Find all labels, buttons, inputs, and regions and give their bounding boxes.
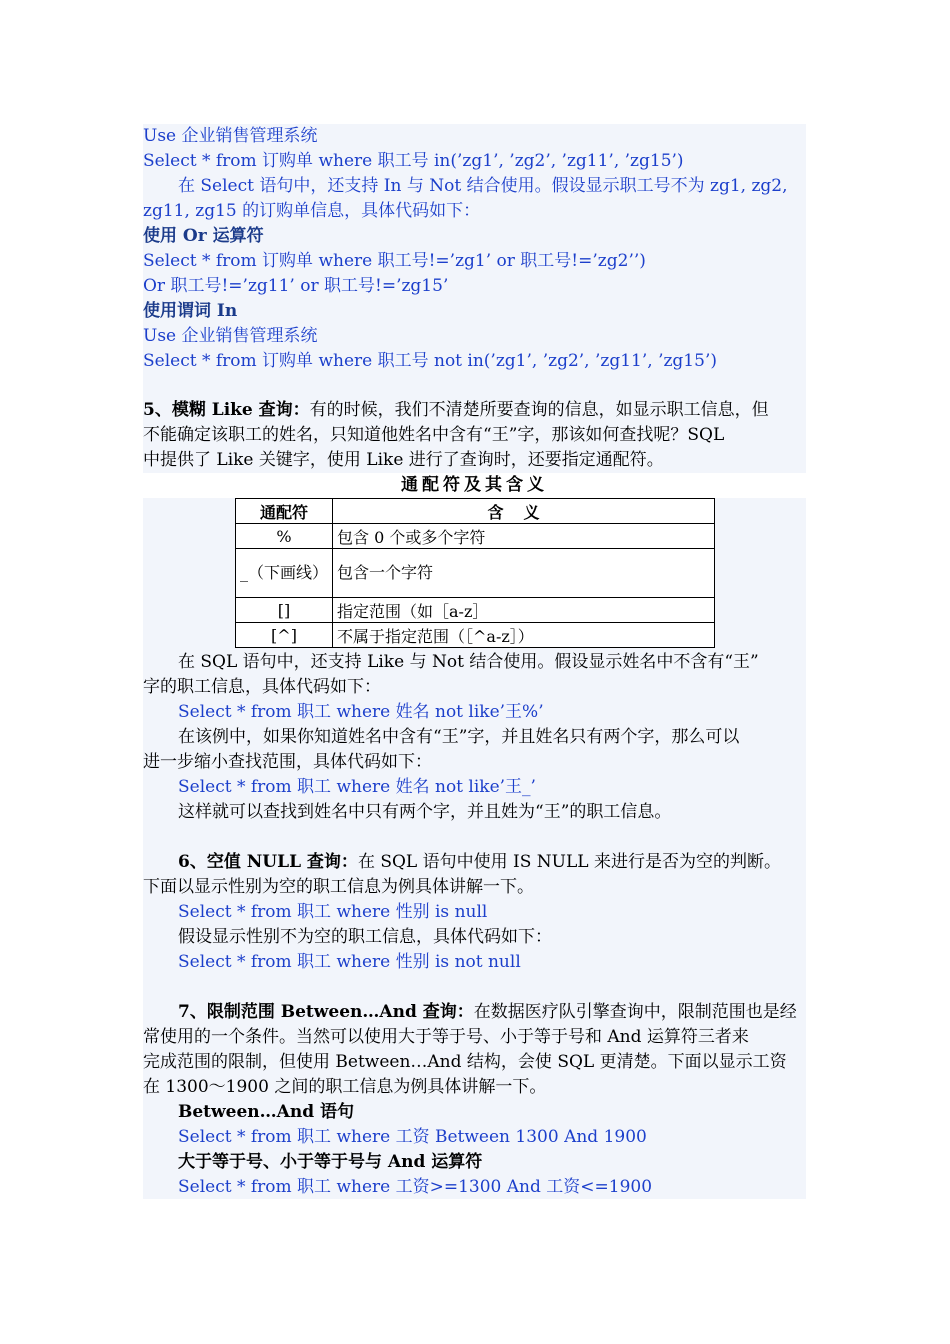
- wildcard-meaning: 不属于指定范围（［^a-z］）: [333, 623, 715, 648]
- code-line: Select * from 订购单 where 职工号 not in(’zg1’, ’zg2’, ’zg11’, ’zg15’): [143, 351, 717, 371]
- paragraph-line: 完成范围的限制，但使用 Between…And 结构，会使 SQL 更清楚。下面以显示工资: [143, 1052, 787, 1072]
- wildcard-table: [235, 498, 715, 648]
- subheading: 使用谓词 In: [143, 301, 238, 321]
- code-line: Select * from 职工 where 性别 is not null: [178, 952, 521, 972]
- paragraph-line: 在该例中，如果你知道姓名中含有“王”字，并且姓名只有两个字，那么可以: [178, 727, 740, 747]
- table-row: [236, 598, 715, 623]
- subheading: 大于等于号、小于等于号与 And 运算符: [178, 1152, 483, 1172]
- paragraph-text: 有的时候，我们不清楚所要查询的信息，如显示职工信息，但: [309, 400, 769, 420]
- paragraph-line: 这样就可以查找到姓名中只有两个字，并且姓为“王”的职工信息。: [178, 802, 672, 822]
- paragraph-line: 下面以显示性别为空的职工信息为例具体讲解一下。: [143, 877, 534, 897]
- wildcard-symbol: %: [236, 524, 333, 549]
- paragraph-text: 在 Select 语句中，还支持 In 与 Not 结合使用。假设显示职工号不为 zg1, zg2,: [178, 176, 788, 196]
- paragraph-line: 中提供了 Like 关键字，使用 Like 进行了查询时，还要指定通配符。: [143, 450, 664, 470]
- header-meaning: 含义: [333, 499, 715, 524]
- paragraph-line: 不能确定该职工的姓名，只知道他姓名中含有“王”字，那该如何查找呢？SQL: [143, 425, 725, 445]
- code-line: Select * from 职工 where 姓名 not like’王%’: [178, 702, 544, 722]
- paragraph-line: 常使用的一个条件。当然可以使用大于等于号、小于等于号和 And 运算符三者来: [143, 1027, 749, 1047]
- table-row: [236, 524, 715, 549]
- paragraph-text: 在数据医疗队引擎查询中，限制范围也是经: [473, 1002, 797, 1022]
- code-line: Use 企业销售管理系统: [143, 326, 318, 346]
- section-6-heading: 6、空值 NULL 查询：: [178, 852, 358, 872]
- section-5-line: [143, 398, 769, 423]
- paragraph-text: 在 SQL 语句中使用 IS NULL 来进行是否为空的判断。: [357, 852, 781, 872]
- code-line: Use 企业销售管理系统: [143, 126, 318, 146]
- section-7-heading: 7、限制范围 Between…And 查询：: [178, 1002, 474, 1022]
- paragraph-line: zg11, zg15 的订购单信息，具体代码如下：: [143, 201, 481, 221]
- code-line: Select * from 订购单 where 职工号!=’zg1’ or 职工号!=’zg2’’): [143, 251, 646, 271]
- header-wildcard: 通配符: [236, 499, 333, 524]
- section-6-line: [143, 850, 781, 875]
- wildcard-meaning: 包含一个字符: [333, 549, 715, 598]
- table-row: [236, 623, 715, 648]
- wildcard-meaning: 指定范围（如［a-z］: [333, 598, 715, 623]
- paragraph-line: 字的职工信息，具体代码如下：: [143, 677, 381, 697]
- subheading: 使用 Or 运算符: [143, 226, 264, 246]
- code-line: Select * from 职工 where 工资>=1300 And 工资<=1900: [178, 1177, 653, 1197]
- subheading: Between…And 语句: [178, 1102, 355, 1122]
- wildcard-symbol: []: [236, 598, 333, 623]
- document-page: [143, 124, 806, 1199]
- wildcard-symbol: [^]: [236, 623, 333, 648]
- paragraph-line: 假设显示性别不为空的职工信息，具体代码如下：: [178, 927, 552, 947]
- code-line: Select * from 订购单 where 职工号 in(’zg1’, ’zg2’, ’zg11’, ’zg15’): [143, 151, 684, 171]
- table-header-row: [236, 499, 715, 524]
- paragraph-line: 进一步缩小查找范围，具体代码如下：: [143, 752, 432, 772]
- paragraph-line: 在 1300～1900 之间的职工信息为例具体讲解一下。: [143, 1077, 547, 1097]
- wildcard-symbol: _（下画线）: [236, 549, 333, 598]
- paragraph-line: [143, 174, 788, 199]
- paragraph-line: 在 SQL 语句中，还支持 Like 与 Not 结合使用。假设显示姓名中不含有“王”: [178, 652, 759, 672]
- code-line: Select * from 职工 where 姓名 not like’王_’: [178, 777, 536, 797]
- section-5-heading: 5、模糊 Like 查询：: [143, 400, 310, 420]
- table-caption: 通配符及其含义: [143, 473, 806, 498]
- wildcard-meaning: 包含 0 个或多个字符: [333, 524, 715, 549]
- code-line: Or 职工号!=’zg11’ or 职工号!=’zg15’: [143, 276, 449, 296]
- code-line: Select * from 职工 where 性别 is null: [178, 902, 488, 922]
- code-line: Select * from 职工 where 工资 Between 1300 And 1900: [178, 1127, 647, 1147]
- table-row: [236, 549, 715, 598]
- section-7-line: [143, 1000, 797, 1025]
